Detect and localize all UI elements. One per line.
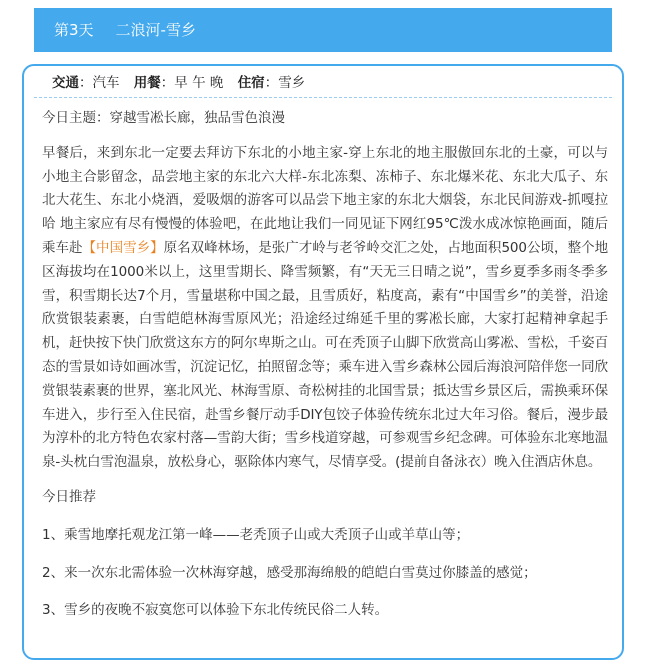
transport-label: 交通: [52, 75, 79, 91]
recommend-item: 2、来一次东北需体验一次林海穿越，感受那海绵般的皑皑白雪莫过你膝盖的感觉；: [42, 564, 537, 581]
itinerary-card: [22, 64, 624, 660]
meals-label: 用餐: [133, 75, 161, 91]
transport-value: 汽车: [92, 75, 120, 91]
day-header: [34, 8, 612, 52]
lodging-label: 住宿: [237, 75, 265, 91]
meals-value: 早 午 晚: [174, 75, 224, 91]
trip-info-row: 交通：汽车 用餐：早 午 晚 住宿：雪乡: [52, 75, 306, 91]
day-description: [42, 142, 608, 475]
day-content: [42, 107, 608, 623]
day-number: 第3天: [54, 21, 94, 39]
divider: [34, 97, 612, 98]
recommend-item: 1、乘雪地摩托观龙江第一峰——老秃顶子山或大秃顶子山或羊草山等；: [42, 526, 470, 543]
recommend-title: 今日推荐: [42, 488, 96, 505]
day-theme: 今日主题：穿越雪凇长廊，独品雪色浪漫: [42, 110, 285, 126]
description-part-2: 原名双峰林场，是张广才岭与老爷岭交汇之处，占地面积500公顷，整个地区海拔均在1000米以上，这里雪期长、降雪频繁，有“天无三日晴之说”，雪乡夏季多雨冬季多雪，积雪期长达7个月，雪量堪称中国之最，且雪质好，粘度高，素有“中国雪乡”的美誉，沿途欣赏银装素裹，白雪皑皑林海雪原风光；沿途经过绵延千里的雾凇长廊，大家打起精神拿起手机，赶快按下快门欣赏这东方的阿尔卑斯之山。可在秃顶子山脚下欣赏高山雾凇、雪松，千姿百态的雪景如诗如画冰雪，沉淀记忆，拍照留念等；乘车进入雪乡森林公园后海浪河陪伴您一同欣赏银装素裹的世界，塞北风光、林海雪原、奇松树挂的北国雪景；抵达雪乡景区后，需换乘环保车进入，步行至入住民宿，赴雪乡餐厅动手DIY包饺子体验传统东北过大年习俗。餐后，漫步最为淳朴的北方特色农家村落—雪韵大街；雪乡栈道穿越，可参观雪乡纪念碑。可体验东北寒地温泉-头枕白雪泡温泉，放松身心，驱除体内寒气，尽情享受。(提前自备泳衣）晚入住酒店休息。: [42, 239, 608, 471]
attraction-link-china-snow-town[interactable]: 【中国雪乡】: [82, 239, 164, 256]
day-route: 二浪河-雪乡: [115, 21, 196, 39]
recommend-item: 3、雪乡的夜晚不寂寞您可以体验下东北传统民俗二人转。: [42, 602, 389, 619]
description-part-1: 早餐后，来到东北一定要去拜访下东北的小地主家-穿上东北的地主服傲回东北的土豪，可以与小地主合影留念，品尝地主家的东北六大样-东北冻梨、冻柿子、东北爆米花、东北大瓜子、东北大花生、东北小烧酒，爱吸烟的游客可以品尝下地主家的东北大烟袋，东北民间游戏-抓嘎拉哈 地主家应有尽有慢慢的体验吧，在此地让我们一同见证下网红95℃泼水成冰惊艳画面，随后乘车赴: [42, 144, 608, 256]
lodging-value: 雪乡: [278, 75, 306, 91]
